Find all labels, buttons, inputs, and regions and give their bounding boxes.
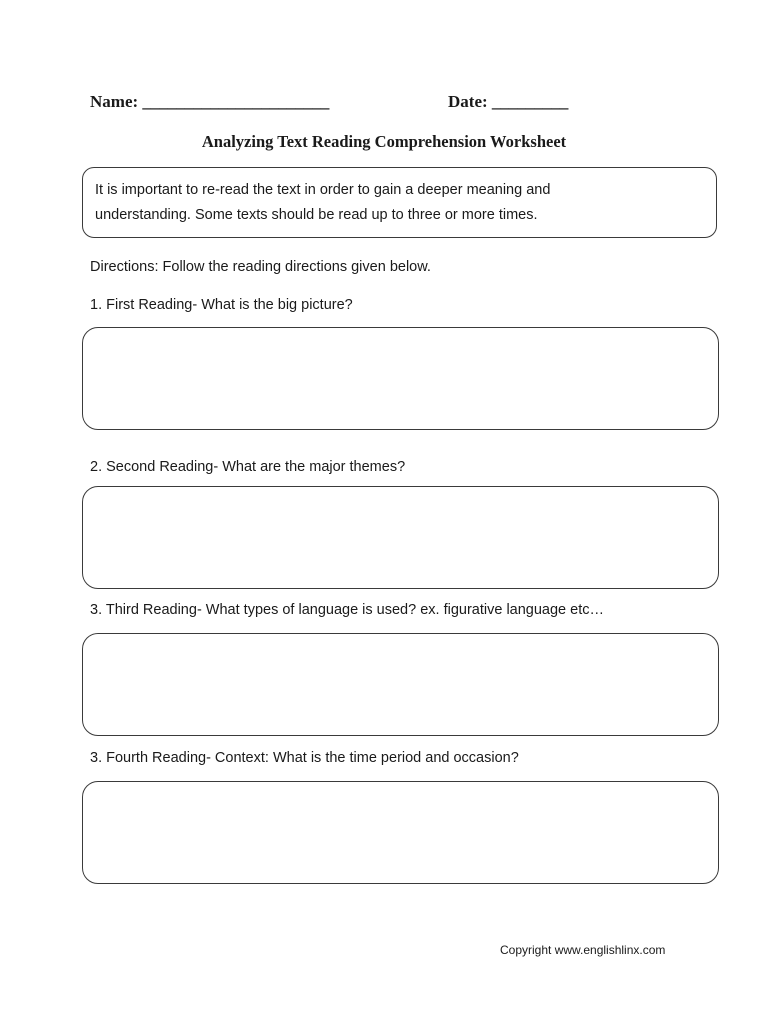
- intro-line-1: It is important to re-read the text in order to gain a deeper meaning and: [95, 182, 551, 198]
- date-blank[interactable]: _________: [491, 92, 569, 111]
- date-label: Date:: [448, 92, 488, 111]
- directions-text: Directions: Follow the reading directions given below.: [90, 259, 431, 275]
- worksheet-title: [0, 132, 768, 152]
- answer-box-4[interactable]: [82, 781, 719, 884]
- intro-box: [82, 167, 717, 238]
- answer-box-3[interactable]: [82, 633, 719, 736]
- answer-box-1[interactable]: [82, 327, 719, 430]
- answer-box-2[interactable]: [82, 486, 719, 589]
- intro-line-2: understanding. Some texts should be read up to three or more times.: [95, 207, 538, 223]
- question-4: 3. Fourth Reading- Context: What is the time period and occasion?: [90, 750, 519, 766]
- copyright-text: Copyright www.englishlinx.com: [500, 943, 666, 957]
- name-blank[interactable]: ______________________: [142, 92, 330, 111]
- question-2: 2. Second Reading- What are the major themes?: [90, 459, 406, 475]
- date-field[interactable]: [448, 92, 568, 112]
- worksheet-title-text: Analyzing Text Reading Comprehension Worksheet: [201, 132, 567, 151]
- question-1: 1. First Reading- What is the big picture?: [90, 297, 353, 313]
- question-3: 3. Third Reading- What types of language is used? ex. figurative language etc…: [90, 602, 604, 618]
- name-field[interactable]: [90, 92, 329, 112]
- intro-text: [95, 178, 706, 228]
- name-label: Name:: [90, 92, 139, 111]
